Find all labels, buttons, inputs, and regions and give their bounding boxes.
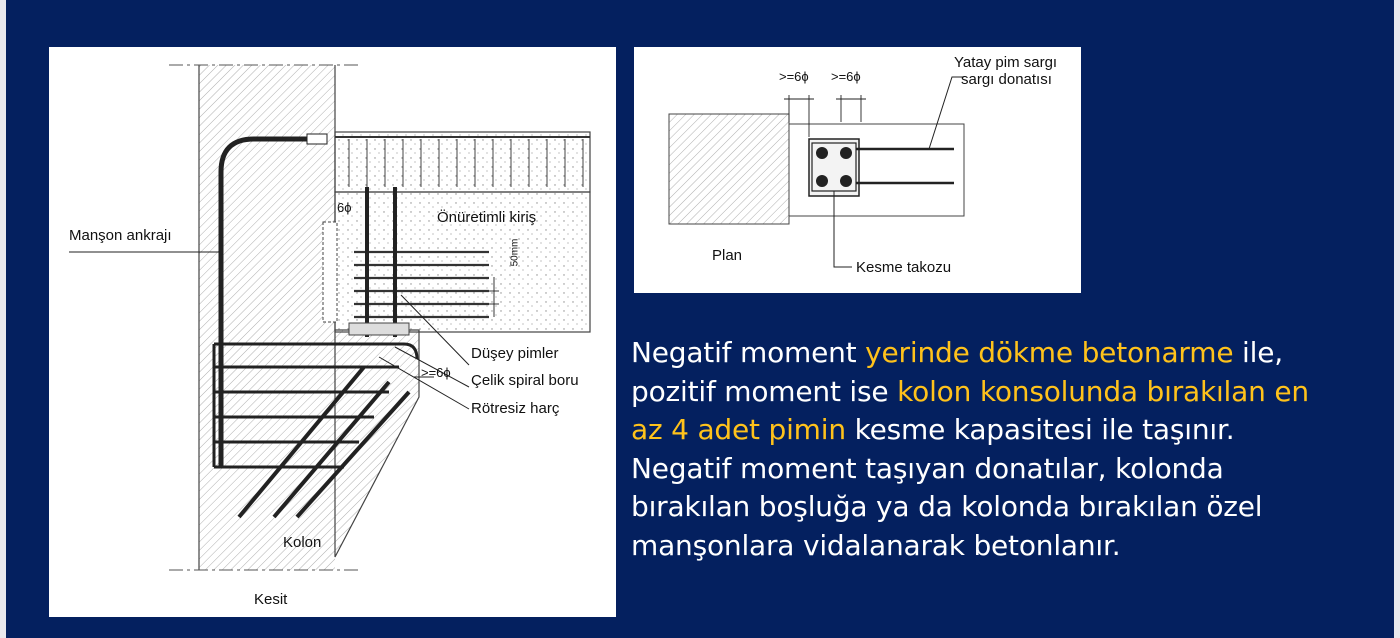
section-diagram — [49, 47, 616, 617]
label-plan-view: Plan — [712, 247, 743, 264]
text-part-1: Negatif moment — [631, 336, 866, 369]
highlight-corbel-pins: kolon konsolunda bırakılan en az 4 adet pimin — [631, 374, 1309, 446]
section-drawing — [49, 47, 616, 617]
label-column: Kolon — [283, 534, 322, 551]
label-horizontal-pin-tie: Yatay pim sargı — [954, 54, 1058, 71]
label-shear-key: Kesme takozu — [856, 259, 952, 276]
highlight-cast-in-place: yerinde dökme betonarme — [865, 336, 1234, 369]
label-section-view: Kesit — [254, 591, 288, 608]
plan-dim-b: >=6ϕ — [831, 69, 861, 84]
plan-dim-a: >=6ϕ — [779, 69, 809, 84]
label-precast-beam: Önüretimli kiriş — [437, 209, 537, 226]
shear-key — [809, 139, 859, 196]
label-sleeve-anchor: Manşon ankrajı — [69, 227, 172, 244]
label-vertical-pins: Düşey pimler — [471, 345, 559, 362]
plan-column — [669, 114, 789, 224]
dim-6phi: 6ϕ — [337, 200, 352, 215]
slide — [6, 0, 1394, 638]
label-tie-reinforcement: sargı donatısı — [961, 71, 1052, 88]
label-steel-spiral: Çelik spiral boru — [471, 372, 579, 389]
text-part-2: ile, pozitif moment ise — [631, 336, 1283, 408]
dim-6phi-corbel: >=6ϕ — [421, 365, 451, 380]
text-part-3: kesme kapasitesi ile taşınır. Negatif moment taşıyan donatılar, kolonda bırakılan boşluğa ya da kolonda bırakılan özel manşonlara vidalanarak betonlanır. — [631, 413, 1263, 562]
plan-diagram — [634, 47, 1081, 293]
label-grout: Rötresiz harç — [471, 400, 560, 417]
dim-50mm: 50mm — [509, 238, 521, 267]
beam-top — [335, 132, 590, 192]
description-text — [631, 334, 1331, 565]
